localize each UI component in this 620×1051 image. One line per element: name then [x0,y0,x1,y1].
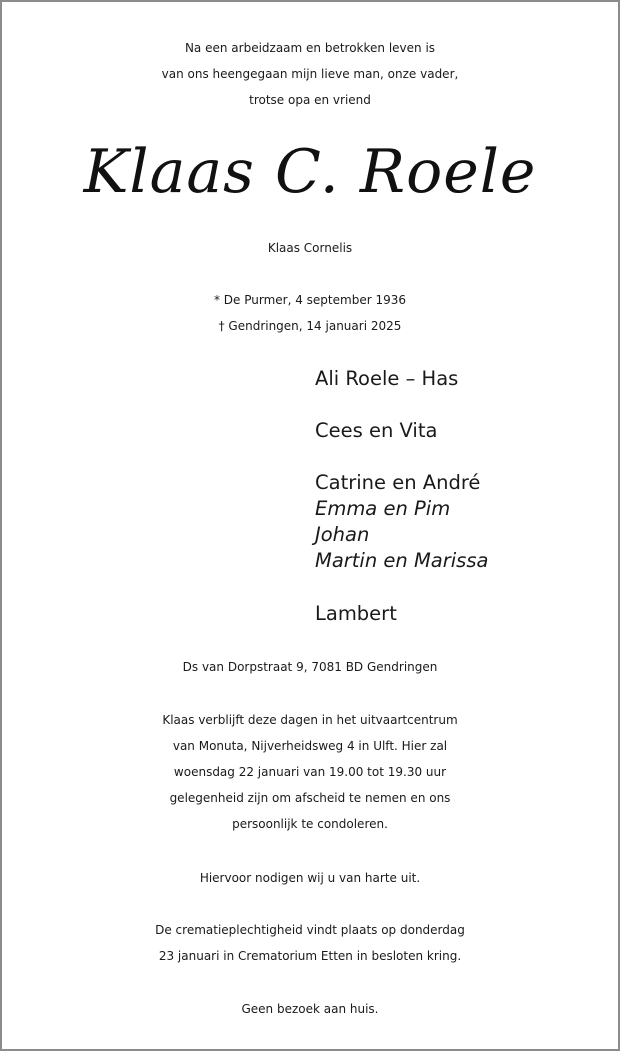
ceremony-line-2: 23 januari in Crematorium Etten in besloten kring. [158,949,462,963]
deceased-name: Klaas C. Roele [83,137,537,207]
death-line: † Gendringen, 14 januari 2025 [218,319,402,333]
grandchild-2: Johan [315,523,370,546]
intro-line-2: van ons heengegaan mijn lieve man, onze vader, [161,67,459,81]
family-child-1: Cees en Vita [315,419,438,442]
intro-line-1: Na een arbeidzaam en betrokken leven is [184,41,436,55]
family-child-3: Lambert [315,602,397,625]
visitation-line-1: Klaas verblijft deze dagen in het uitvaartcentrum [162,713,458,727]
full-name: Klaas Cornelis [267,241,353,255]
invitation: Hiervoor nodigen wij u van harte uit. [199,871,421,885]
visitation-line-3: woensdag 22 januari van 19.00 tot 19.30 uur [173,765,447,779]
grandchild-1: Emma en Pim [315,497,451,520]
grandchild-3: Martin en Marissa [315,549,489,572]
family-child-2: Catrine en André [315,471,481,494]
visitation-line-2: van Monuta, Nijverheidsweg 4 in Ulft. Hier zal [172,739,448,753]
address: Ds van Dorpstraat 9, 7081 BD Gendringen [182,660,438,674]
intro-line-3: trotse opa en vriend [249,93,371,107]
family-spouse: Ali Roele – Has [315,367,459,390]
closing-note: Geen bezoek aan huis. [241,1002,379,1016]
visitation-line-5: persoonlijk te condoleren. [232,817,388,831]
ceremony-line-1: De crematieplechtigheid vindt plaats op donderdag [155,923,465,937]
birth-line: * De Purmer, 4 september 1936 [213,293,406,307]
visitation-line-4: gelegenheid zijn om afscheid te nemen en ons [169,791,451,805]
